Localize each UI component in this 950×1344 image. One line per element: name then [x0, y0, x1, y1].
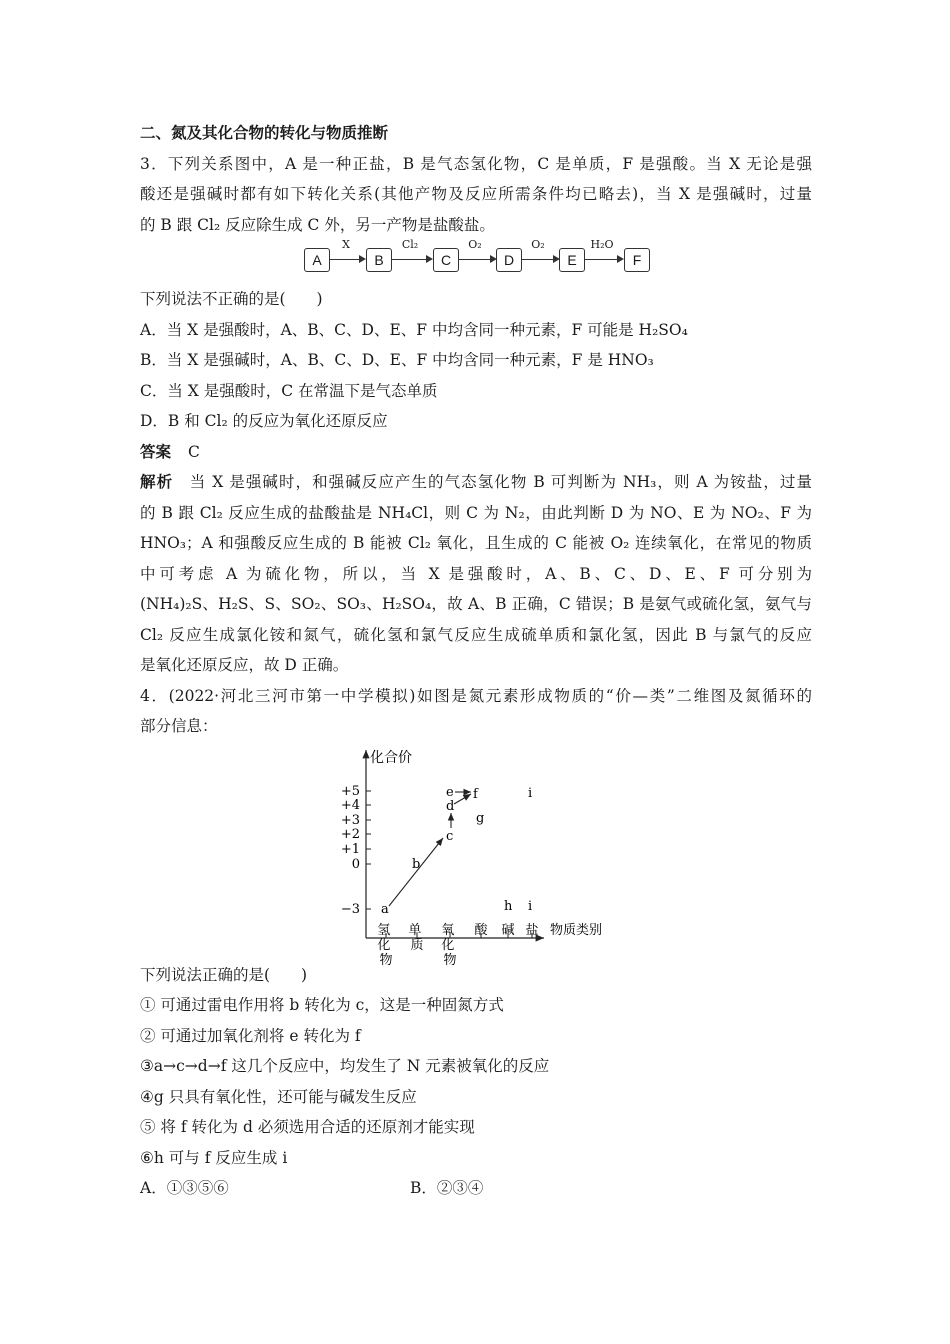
chain-arrow-label: O₂: [468, 238, 482, 251]
point-f: f: [473, 786, 478, 802]
q4-stem-line: 部分信息：: [140, 717, 218, 735]
arrow-a-to-c: [389, 838, 443, 906]
y-axis-title: 化合价: [370, 749, 412, 766]
point-g: g: [476, 810, 485, 826]
chain-arrow-head: [617, 255, 624, 263]
chain-arrow-label: H₂O: [590, 238, 614, 251]
point-c: c: [446, 828, 454, 844]
answer-label: 答案: [140, 441, 172, 461]
y-tick-marks: [366, 791, 371, 909]
point-e: e: [446, 784, 454, 800]
answer-value: C: [187, 442, 200, 461]
q3-analysis-line: (NH₄)₂S、H₂S、S、SO₂、SO₃、H₂SO₄，故 A、B 正确，C 错误；B 是氨气或硫化氢，氨气与: [140, 595, 812, 613]
arrow-d-to-f: [454, 794, 471, 804]
chain-node-e: E: [559, 248, 585, 272]
q3-option-d: D．B 和 Cl₂ 的反应为氧化还原反应: [140, 412, 388, 430]
q4-statement: ② 可通过加氧化剂将 e 转化为 f: [140, 1026, 361, 1045]
point-b: b: [412, 856, 421, 872]
reaction-chain-diagram: [140, 238, 812, 282]
q3-analysis-line: 是氧化还原反应，故 D 正确。: [140, 656, 349, 674]
chain-node-d: D: [496, 248, 522, 272]
q3-stem-line: 的 B 跟 Cl₂ 反应除生成 C 外，另一产物是盐酸盐。: [140, 215, 495, 234]
chart-points: [381, 785, 532, 917]
chain-arrow: [585, 259, 618, 260]
chain-arrow-head: [426, 255, 433, 263]
q3-option-a: A．当 X 是强酸时，A、B、C、D、E、F 中均含同一种元素，F 可能是 H₂SO₄: [140, 320, 688, 339]
q3-analysis-line: [140, 467, 812, 498]
valence-class-diagram: [140, 742, 812, 968]
chain-arrow: [459, 259, 491, 260]
chain-arrow: [392, 259, 427, 260]
q3-option-b: B．当 X 是强碱时，A、B、C、D、E、F 中均含同一种元素，F 是 HNO₃: [140, 351, 654, 369]
point-h: h: [504, 898, 513, 914]
chain-node-f: F: [624, 248, 650, 272]
x-category-hydride: 氢 化 物: [377, 922, 393, 968]
point-d: d: [446, 798, 455, 814]
q4-stem-line: 4．(2022·河北三河市第一中学模拟)如图是氮元素形成物质的“价—类”二维图及氮循环的: [140, 686, 812, 705]
y-tick: +3: [340, 812, 360, 828]
chain-arrow-label: Cl₂: [401, 238, 419, 251]
x-category: 氢: [377, 922, 391, 938]
q3-prompt: 下列说法不正确的是( ): [140, 290, 323, 308]
q3-stem-line: 3．下列关系图中，A 是一种正盐，B 是气态氢化物，C 是单质，F 是强酸。当 X 无论是强: [140, 154, 812, 173]
valence-class-svg: [140, 742, 812, 968]
x-category-acid: 酸: [474, 922, 488, 938]
q4-options: [140, 1173, 812, 1204]
x-category-oxide: 氧 化 物: [441, 922, 457, 968]
x-axis-title: 物质类别: [550, 922, 603, 938]
q3-stem-line: 酸还是强碱时都有如下转化关系(其他产物及反应所需条件均已略去)，当 X 是强碱时，过量: [140, 185, 812, 203]
q4-statement: ③a→c→d→f 这几个反应中，均发生了 N 元素被氧化的反应: [140, 1057, 550, 1075]
y-tick: +5: [340, 783, 360, 799]
analysis-text: 当 X 是强碱时，和强碱反应产生的气态氢化物 B 可判断为 NH₃，则 A 为铵盐，过量: [173, 473, 812, 491]
chain-arrow: [330, 259, 360, 260]
chain-node-a: A: [304, 248, 330, 272]
q4-statement: ① 可通过雷电作用将 b 转化为 c，这是一种固氮方式: [140, 996, 504, 1014]
q3-analysis-line: 中可考虑 A 为硫化物，所以，当 X 是强酸时，A、B、C、D、E、F 可分别为: [140, 564, 812, 583]
q3-answer: [140, 437, 812, 468]
q3-analysis-line: 的 B 跟 Cl₂ 反应生成的盐酸盐是 NH₄Cl，则 C 为 N₂，由此判断 D 为 NO、E 为 NO₂、F 为: [140, 503, 812, 522]
section-heading: 二、氮及其化合物的转化与物质推断: [140, 123, 389, 142]
y-tick: +4: [340, 797, 360, 813]
point-i: i: [528, 898, 533, 914]
q4-option-a: A．①③⑤⑥: [140, 1179, 229, 1197]
q3-analysis-line: HNO₃；A 和强酸反应生成的 B 能被 Cl₂ 氧化，且生成的 C 能被 O₂ 连续氧化，在常见的物质: [140, 534, 812, 552]
chain-arrow-head: [359, 255, 366, 263]
chain-node-b: B: [366, 248, 392, 272]
q4-option-b: B．②③④: [410, 1179, 484, 1197]
y-ticks: [341, 784, 360, 917]
point-a: a: [381, 901, 389, 917]
y-tick: +2: [340, 826, 360, 842]
analysis-label: 解析: [140, 472, 174, 491]
y-tick: −3: [340, 901, 360, 917]
chain-node-c: C: [433, 248, 459, 272]
x-category-base: 碱: [501, 922, 515, 938]
q3-option-c: C．当 X 是强酸时，C 在常温下是气态单质: [140, 381, 438, 400]
q4-statement: ⑤ 将 f 转化为 d 必须选用合适的还原剂才能实现: [140, 1118, 475, 1136]
chain-arrow-label: X: [342, 238, 350, 251]
q3-analysis-line: Cl₂ 反应生成氯化铵和氮气，硫化氢和氯气反应生成硫单质和氯化氢，因此 B 与氯气的反应: [140, 625, 812, 644]
chain-arrow: [522, 259, 554, 260]
q4-statement: ④g 只具有氧化性，还可能与碱发生反应: [140, 1087, 417, 1106]
x-category-salt: 盐: [525, 922, 539, 938]
y-tick: 0: [351, 856, 360, 872]
q4-prompt: 下列说法正确的是( ): [140, 965, 308, 984]
point-i: i: [528, 785, 533, 801]
chart-arrows: [389, 792, 471, 906]
x-category-element: 单 质: [408, 922, 424, 953]
chain-arrow-label: O₂: [531, 238, 545, 251]
y-tick: +1: [340, 841, 360, 857]
q4-statement: ⑥h 可与 f 反应生成 i: [140, 1148, 288, 1167]
document-page: [140, 118, 812, 1204]
